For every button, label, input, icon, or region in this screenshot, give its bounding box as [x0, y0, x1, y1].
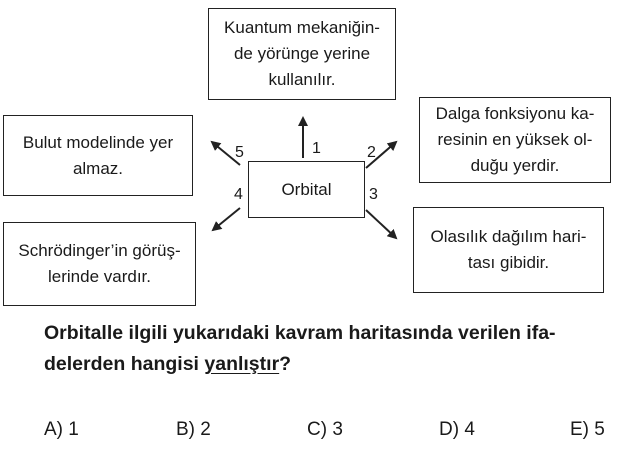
option-b[interactable]: B) 2	[176, 419, 211, 440]
statement-4-line-2: lerinde vardır.	[48, 267, 151, 286]
arrow-4	[213, 208, 240, 230]
option-d[interactable]: D) 4	[439, 419, 475, 440]
statement-1-line-1: Kuantum mekaniğin-	[224, 18, 380, 37]
question-line-1: Orbitalle ilgili yukarıdaki kavram haritasında verilen ifa-	[44, 322, 556, 344]
center-label: Orbital	[281, 179, 332, 199]
statement-5-line-1: Bulut modelinde yer	[22, 132, 174, 152]
option-c[interactable]: C) 3	[307, 419, 343, 440]
statement-box-2	[419, 97, 611, 183]
statement-box-4	[3, 222, 196, 306]
statement-1-line-2: de yörünge yerine	[233, 44, 371, 63]
statement-2-line-3: duğu yerdir.	[470, 156, 560, 175]
option-e[interactable]: E) 5	[570, 419, 605, 440]
statement-box-1	[208, 8, 396, 100]
statement-box-3	[413, 207, 604, 293]
center-box-orbital	[248, 161, 365, 218]
statement-box-5	[3, 115, 193, 196]
question-line-2-prefix: delerden hangisi	[44, 353, 205, 375]
statement-5-line-2: almaz.	[72, 158, 124, 178]
option-a[interactable]: A) 1	[44, 419, 79, 440]
arrow-number-2: 2	[367, 144, 376, 161]
statement-4-line-1: Schrödinger’in görüş-	[18, 241, 181, 260]
question-text	[44, 318, 604, 380]
arrow-number-5: 5	[235, 144, 244, 161]
statement-2-line-2: resinin en yüksek ol-	[437, 130, 593, 149]
statement-1-line-3: kullanılır.	[268, 70, 336, 89]
arrow-number-3: 3	[369, 186, 378, 203]
question-line-2-suffix: ?	[279, 353, 292, 375]
question-line-2	[44, 349, 604, 380]
arrow-number-4: 4	[234, 186, 243, 203]
statement-2-line-1: Dalga fonksiyonu ka-	[435, 104, 595, 123]
arrow-number-1: 1	[312, 140, 321, 157]
arrow-3	[366, 210, 396, 238]
statement-3-line-1: Olasılık dağılım hari-	[430, 227, 587, 246]
statement-3-line-2: tası gibidir.	[467, 253, 550, 272]
question-underlined-word: yanlıştır	[204, 353, 280, 375]
